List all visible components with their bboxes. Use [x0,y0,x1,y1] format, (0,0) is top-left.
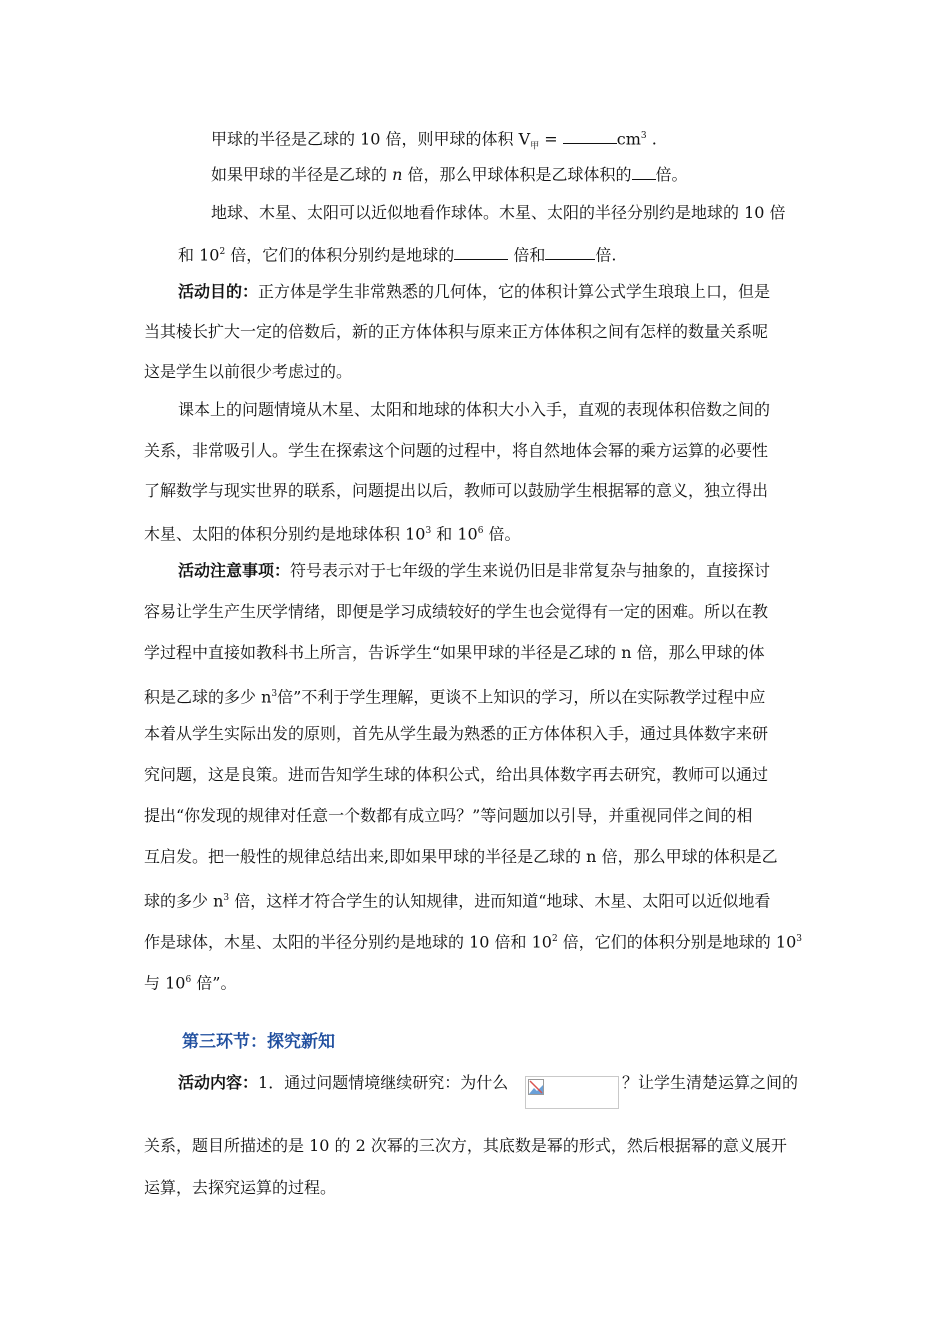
notes-line7: 提出“你发现的规律对任意一个数都有成立吗？”等问题加以引导，并重视同伴之间的相 [144,806,753,825]
section3-line1-right: ？让学生清楚运算之间的 [622,1073,799,1092]
section3-line3: 运算，去探究运算的过程。 [144,1178,337,1197]
broken-image-placeholder [525,1076,619,1109]
question-1: 甲球的半径是乙球的 10 倍，则甲球的体积 $V_甲 = cm^3$ . [211,129,657,152]
para2-line4: 木星、太阳的体积分别约是地球体积 $10^3$ 和 $10^6$ 倍。 [144,524,521,544]
notes-line4: 积是乙球的多少 $n^3$倍”不利于学生理解，更谈不上知识的学习，所以在实际教学过程中应 [144,687,766,707]
question-3-line1: 地球、木星、太阳可以近似地看作球体。木星、太阳的半径分别约是地球的 10 倍 [211,203,786,222]
broken-image-icon [528,1079,544,1095]
content-label: 活动内容： [178,1073,259,1092]
answer-blank [545,243,595,260]
section3-line1-left: 活动内容：1．通过问题情境继续研究：为什么 [178,1073,509,1092]
para2-line1: 课本上的问题情境从木星、太阳和地球的体积大小入手，直观的表现体积倍数之间的 [178,400,771,419]
notes-label: 活动注意事项： [178,561,291,580]
notes-line1: 活动注意事项：符号表示对于七年级的学生来说仍旧是非常复杂与抽象的，直接探讨 [178,561,771,580]
notes-line10: 作是球体，木星、太阳的半径分别约是地球的 10 倍和 $10^2$ 倍，它们的体积分别是地球的 $10^3$ [144,932,802,952]
section3-line2: 关系，题目所描述的是 10 的 2 次幂的三次方，其底数是幂的形式，然后根据幂的意义展开 [144,1136,787,1155]
answer-blank [563,127,617,144]
notes-line2: 容易让学生产生厌学情绪，即便是学习成绩较好的学生也会觉得有一定的困难。所以在教 [144,602,769,621]
purpose-line1: 活动目的：正方体是学生非常熟悉的几何体，它的体积计算公式学生琅琅上口，但是 [178,282,771,301]
notes-line6: 究问题，这是良策。进而告知学生球的体积公式，给出具体数字再去研究，教师可以通过 [144,765,769,784]
notes-line9: 球的多少 $n^3$ 倍，这样才符合学生的认知规律，进而知道“地球、木星、太阳可以近似地看 [144,891,771,911]
para2-line3: 了解数学与现实世界的联系，问题提出以后，教师可以鼓励学生根据幂的意义，独立得出 [144,481,769,500]
section-heading: 第三环节：探究新知 [182,1032,335,1052]
notes-line11: 与 $10^6$ 倍”。 [144,973,237,993]
answer-blank [632,163,656,180]
para2-line2: 关系，非常吸引人。学生在探索这个问题的过程中，将自然地体会幂的乘方运算的必要性 [144,441,769,460]
notes-line8: 互启发。把一般性的规律总结出来,即如果甲球的半径是乙球的 n 倍，那么甲球的体积是乙 [144,847,778,866]
purpose-line3: 这是学生以前很少考虑过的。 [144,362,353,381]
purpose-label: 活动目的： [178,282,259,301]
purpose-line2: 当其棱长扩大一定的倍数后，新的正方体体积与原来正方体体积之间有怎样的数量关系呢 [144,322,769,341]
notes-line5: 本着从学生实际出发的原则，首先从学生最为熟悉的正方体体积入手，通过具体数字来研 [144,724,769,743]
question-3-line2: 和 $10^2$ 倍，它们的体积分别约是地球的 倍和 倍. [178,245,617,265]
answer-blank [454,243,508,260]
question-2: 如果甲球的半径是乙球的 n 倍，那么甲球体积是乙球体积的 倍。 [211,165,688,184]
notes-line3: 学过程中直接如教科书上所言，告诉学生“如果甲球的半径是乙球的 n 倍，那么甲球的体 [144,643,765,662]
